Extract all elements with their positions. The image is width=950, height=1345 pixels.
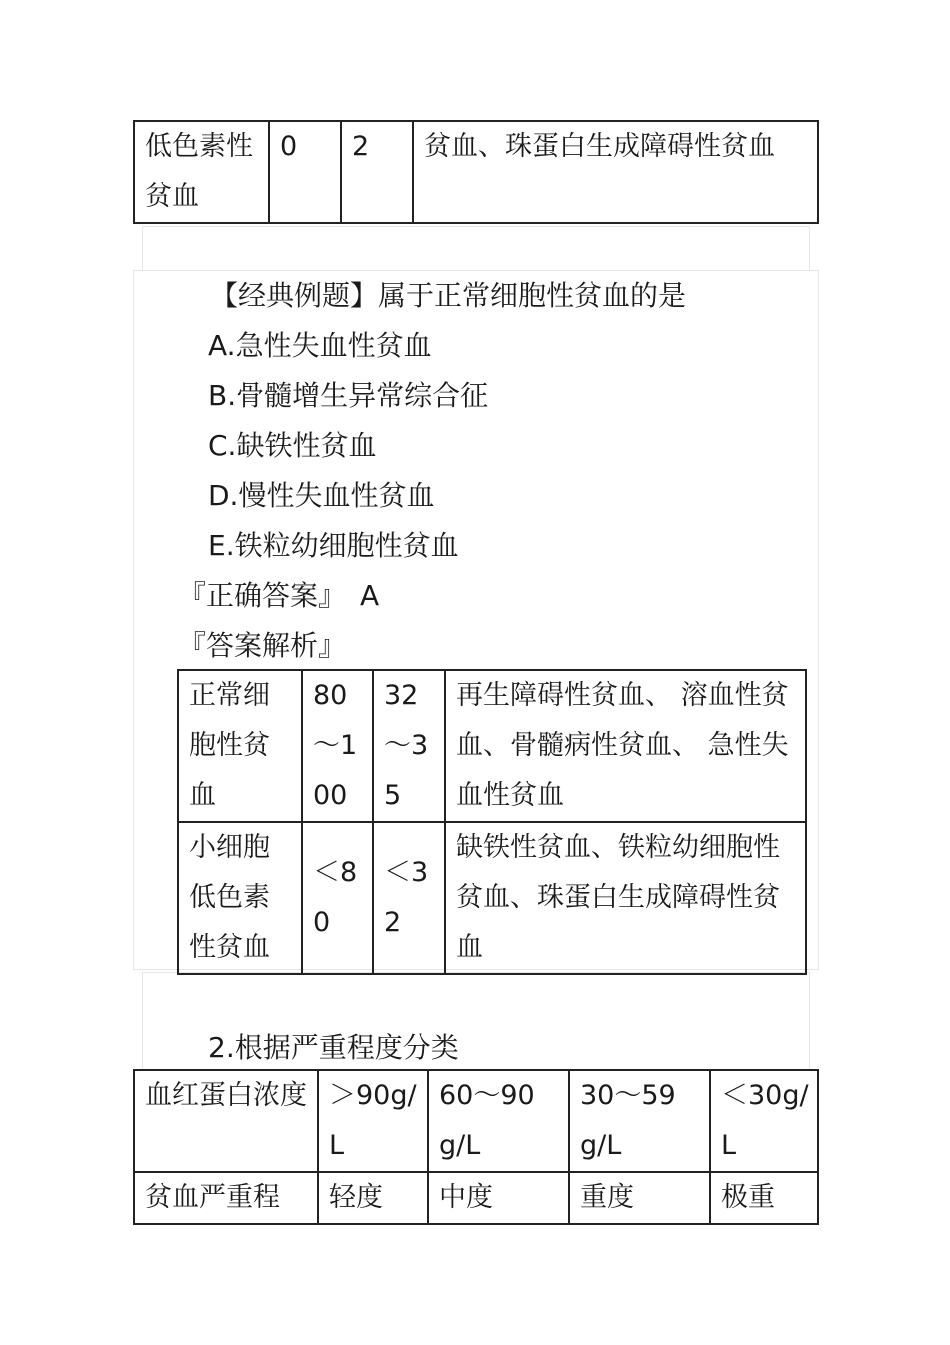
option-d: D.慢性失血性贫血 — [208, 479, 435, 512]
answer-line — [178, 571, 379, 621]
cell-mcv: ＜80 — [302, 822, 373, 974]
cell-type: 正常细胞性贫血 — [178, 670, 302, 822]
cell-header: 血红蛋白浓度 — [134, 1070, 318, 1172]
cell-mchc: 32～35 — [373, 670, 445, 822]
cell-value: 中度 — [428, 1172, 569, 1224]
cell-header: 60～90g/L — [428, 1070, 569, 1172]
cell-value: 贫血严重程 — [134, 1172, 318, 1224]
table-row — [134, 121, 818, 223]
table-row — [134, 1172, 818, 1224]
cell-diseases: 缺铁性贫血、铁粒幼细胞性贫血、珠蛋白生成障碍性贫血 — [445, 822, 806, 974]
answer-value: A — [360, 579, 380, 612]
cell-mcv: 80～100 — [302, 670, 373, 822]
table-anemia-top — [133, 120, 819, 224]
cell-mchc: ＜32 — [373, 822, 445, 974]
cell-mchc: 2 — [341, 121, 413, 223]
cell-header: ＞90g/L — [318, 1070, 428, 1172]
table-row — [178, 670, 806, 822]
cell-header: ＜30g/L — [710, 1070, 818, 1172]
table-row — [178, 822, 806, 974]
faint-frame — [142, 226, 810, 271]
cell-diseases: 再生障碍性贫血、 溶血性贫血、骨髓病性贫血、 急性失血性贫血 — [445, 670, 806, 822]
option-b: B.骨髓增生异常综合征 — [208, 379, 489, 412]
cell-diseases: 贫血、珠蛋白生成障碍性贫血 — [413, 121, 818, 223]
cell-value: 重度 — [569, 1172, 710, 1224]
cell-type: 低色素性贫血 — [134, 121, 269, 223]
table-analysis — [177, 669, 807, 975]
cell-type: 小细胞低色素性贫血 — [178, 822, 302, 974]
option-e: E.铁粒幼细胞性贫血 — [208, 529, 459, 562]
cell-header: 30～59g/L — [569, 1070, 710, 1172]
cell-value: 极重 — [710, 1172, 818, 1224]
option-a: A.急性失血性贫血 — [208, 329, 432, 362]
section-heading: 2.根据严重程度分类 — [208, 1031, 459, 1064]
question-stem: 【经典例题】属于正常细胞性贫血的是 — [210, 279, 687, 312]
answer-label: 『正确答案』 — [178, 579, 347, 612]
cell-value: 轻度 — [318, 1172, 428, 1224]
table-row — [134, 1070, 818, 1172]
cell-mcv: 0 — [269, 121, 341, 223]
table-severity — [133, 1069, 819, 1225]
analysis-label: 『答案解析』 — [178, 629, 347, 662]
option-c: C.缺铁性贫血 — [208, 429, 377, 462]
